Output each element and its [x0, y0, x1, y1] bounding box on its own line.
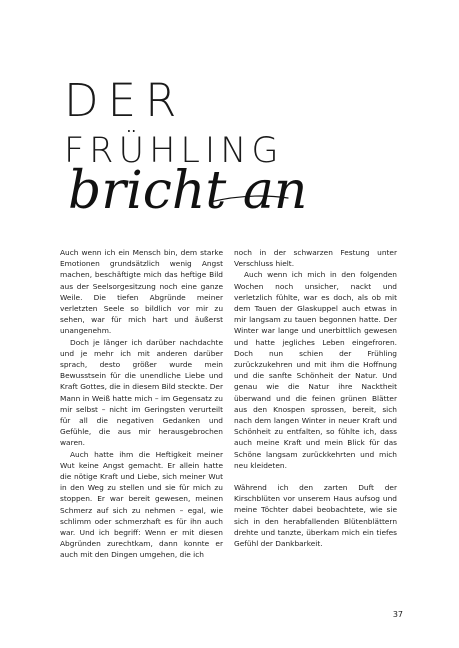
paragraph: Während ich den zarten Duft der Kirschblüten vor unserem Haus aufsog und meine Töchter dabei beobachtete, wie sie sich in den herabfallenden Blütenblättern drehte und tanzte, überkam mich ein tiefes Gefühl der Dankbarkeit. [234, 483, 397, 549]
paragraph: Auch wenn ich mich in den folgenden Wochen noch unsicher, nackt und verletzlich fühlte, war es doch, als ob mit dem Tauen der Glaskuppel auch etwas in mir langsam zu tauen begonnen hatte. Der Winter war lange und unerbittlich gewesen und hatte jegliches Leben eingefroren. Doch nun schien der Frühling zurückzukehren und mit ihm die Hoffnung und die sanfte Schönheit der Natur. Und genau wie die Natur ihre Nacktheit überwand und die feinen grünen Blätter aus den Knospen sprossen, bereit, sich nach dem langen Winter in neuer Kraft und Schönheit zu entfalten, so fühlte ich, dass auch meine Kraft und mein Blick für das Schöne langsam zurückkehrten und mich neu kleideten. [234, 270, 397, 470]
title-script [60, 158, 310, 248]
text-column-left [60, 247, 223, 561]
title-line-fruehling: FRÜHLING [64, 131, 284, 171]
paragraph: Auch hatte ihm die Heftigkeit meiner Wut keine Angst gemacht. Er allein hatte die nötige Kraft und Liebe, sich meiner Wut in den Weg zu stellen und sie für mich zu stoppen. Er war bereit gewesen, meinen Schmerz auf sich zu nehmen – egal, wie schlimm oder schmerzhaft es für ihn auch war. Und ich begriff: Wenn er mit diesen Abgründen zurechtkam, dann konnte er auch mit den Dingen umgehen, die ich [60, 449, 223, 560]
paragraph: Doch je länger ich darüber nachdachte und je mehr ich mit anderen darüber sprach, desto größer wurde mein Bewusstsein für die unendliche Liebe und Kraft Gottes, die in diesem Bild steckte. Der Mann in Weiß hatte mich – im Gegensatz zu mir selbst – nicht im Geringsten verurteilt für all die negativen Gedanken und Gefühle, die aus mir herausgebrochen waren. [60, 337, 223, 448]
paragraph: noch in der schwarzen Festung unter Verschluss hielt. [234, 248, 397, 269]
paragraph: Auch wenn ich ein Mensch bin, dem starke Emotionen grundsätzlich wenig Angst machen, beschäftigte mich das heftige Bild aus der Seelsorgesitzung noch eine ganze Weile. Die tiefen Abgründe meiner verletzten Seele so bildlich vor mir zu sehen, war für mich hart und äußerst unangenehm. [60, 248, 223, 336]
page-number: 37 [392, 610, 403, 619]
title-script-text: bricht an [68, 161, 308, 221]
title-line-der: DER [64, 74, 186, 127]
text-column-right [234, 247, 397, 549]
